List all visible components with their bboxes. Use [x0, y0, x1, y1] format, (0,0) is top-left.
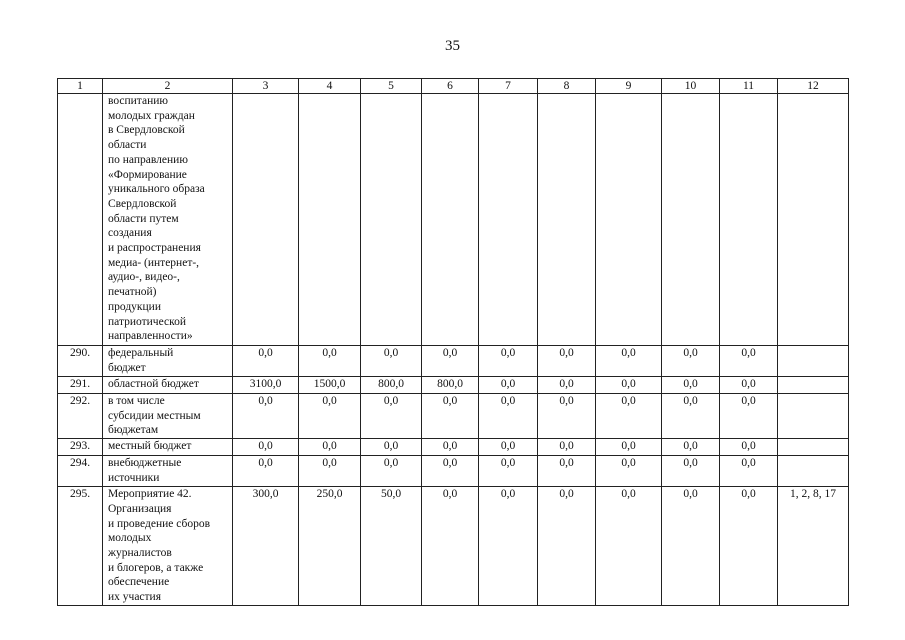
row-number: 292. — [58, 394, 103, 439]
value-cell: 0,0 — [720, 377, 778, 394]
column-header: 5 — [361, 79, 422, 94]
column-header: 12 — [778, 79, 849, 94]
value-cell: 0,0 — [479, 394, 538, 439]
table-row — [58, 346, 849, 377]
value-cell: 0,0 — [299, 394, 361, 439]
target-indicators-cell: 1, 2, 8, 17 — [778, 487, 849, 606]
value-cell: 0,0 — [361, 456, 422, 487]
table-cell — [479, 94, 538, 346]
value-cell: 0,0 — [422, 439, 479, 456]
table-cell — [361, 94, 422, 346]
row-name: внебюджетные источники — [103, 456, 233, 487]
row-name: Мероприятие 42. Организация и проведение сборов молодых журналистов и блогеров, а также обеспечение их участия — [103, 487, 233, 606]
column-header: 9 — [596, 79, 662, 94]
value-cell: 0,0 — [422, 487, 479, 606]
value-cell: 800,0 — [422, 377, 479, 394]
column-number-row — [58, 79, 849, 94]
value-cell: 250,0 — [299, 487, 361, 606]
table-cell — [720, 94, 778, 346]
value-cell: 0,0 — [479, 487, 538, 606]
value-cell: 0,0 — [299, 439, 361, 456]
value-cell: 300,0 — [233, 487, 299, 606]
table-cell — [233, 94, 299, 346]
column-header: 6 — [422, 79, 479, 94]
value-cell: 0,0 — [596, 394, 662, 439]
table-row — [58, 377, 849, 394]
value-cell: 0,0 — [596, 456, 662, 487]
value-cell: 0,0 — [299, 346, 361, 377]
table-cell — [662, 94, 720, 346]
table-row — [58, 394, 849, 439]
target-indicators-cell — [778, 394, 849, 439]
row-number: 294. — [58, 456, 103, 487]
target-indicators-cell — [778, 439, 849, 456]
value-cell: 0,0 — [299, 456, 361, 487]
value-cell: 0,0 — [720, 456, 778, 487]
value-cell: 0,0 — [422, 456, 479, 487]
value-cell: 0,0 — [361, 346, 422, 377]
value-cell: 0,0 — [596, 377, 662, 394]
row-name: в том числе субсидии местным бюджетам — [103, 394, 233, 439]
row-number: 295. — [58, 487, 103, 606]
value-cell: 0,0 — [479, 439, 538, 456]
value-cell: 0,0 — [422, 346, 479, 377]
budget-table — [57, 78, 849, 606]
row-name: областной бюджет — [103, 377, 233, 394]
target-indicators-cell — [778, 377, 849, 394]
column-header: 3 — [233, 79, 299, 94]
table-row — [58, 439, 849, 456]
value-cell: 0,0 — [720, 487, 778, 606]
table-cell — [299, 94, 361, 346]
value-cell: 3100,0 — [233, 377, 299, 394]
table-cell — [422, 94, 479, 346]
table-cell — [778, 94, 849, 346]
row-name: местный бюджет — [103, 439, 233, 456]
row-number: 290. — [58, 346, 103, 377]
value-cell: 0,0 — [596, 346, 662, 377]
value-cell: 0,0 — [538, 439, 596, 456]
column-header: 11 — [720, 79, 778, 94]
value-cell: 0,0 — [233, 346, 299, 377]
column-header: 1 — [58, 79, 103, 94]
value-cell: 0,0 — [538, 394, 596, 439]
row-number — [58, 94, 103, 346]
table-cell — [596, 94, 662, 346]
value-cell: 800,0 — [361, 377, 422, 394]
value-cell: 0,0 — [538, 487, 596, 606]
value-cell: 50,0 — [361, 487, 422, 606]
value-cell: 1500,0 — [299, 377, 361, 394]
table-cell — [538, 94, 596, 346]
value-cell: 0,0 — [233, 439, 299, 456]
value-cell: 0,0 — [422, 394, 479, 439]
table-row — [58, 456, 849, 487]
row-number: 291. — [58, 377, 103, 394]
column-header: 2 — [103, 79, 233, 94]
page-number: 35 — [445, 38, 460, 54]
table-row — [58, 487, 849, 606]
value-cell: 0,0 — [720, 439, 778, 456]
column-header: 8 — [538, 79, 596, 94]
value-cell: 0,0 — [662, 377, 720, 394]
value-cell: 0,0 — [233, 456, 299, 487]
value-cell: 0,0 — [720, 394, 778, 439]
column-header: 7 — [479, 79, 538, 94]
target-indicators-cell — [778, 346, 849, 377]
value-cell: 0,0 — [538, 377, 596, 394]
value-cell: 0,0 — [662, 456, 720, 487]
value-cell: 0,0 — [662, 487, 720, 606]
column-header: 4 — [299, 79, 361, 94]
value-cell: 0,0 — [361, 394, 422, 439]
value-cell: 0,0 — [479, 456, 538, 487]
value-cell: 0,0 — [479, 346, 538, 377]
value-cell: 0,0 — [233, 394, 299, 439]
column-header: 10 — [662, 79, 720, 94]
value-cell: 0,0 — [538, 456, 596, 487]
value-cell: 0,0 — [662, 394, 720, 439]
value-cell: 0,0 — [720, 346, 778, 377]
value-cell: 0,0 — [479, 377, 538, 394]
value-cell: 0,0 — [662, 346, 720, 377]
row-name: федеральный бюджет — [103, 346, 233, 377]
table-row-continuation — [58, 94, 849, 346]
row-number: 293. — [58, 439, 103, 456]
value-cell: 0,0 — [596, 439, 662, 456]
value-cell: 0,0 — [596, 487, 662, 606]
value-cell: 0,0 — [538, 346, 596, 377]
value-cell: 0,0 — [662, 439, 720, 456]
target-indicators-cell — [778, 456, 849, 487]
value-cell: 0,0 — [361, 439, 422, 456]
row-name: воспитанию молодых граждан в Свердловской области по направлению «Формирование уникального образа Свердловской области путем создания и распространения медиа- (интернет-, аудио-, видео-, печатной) продукции патриотической направленности» — [103, 94, 233, 346]
